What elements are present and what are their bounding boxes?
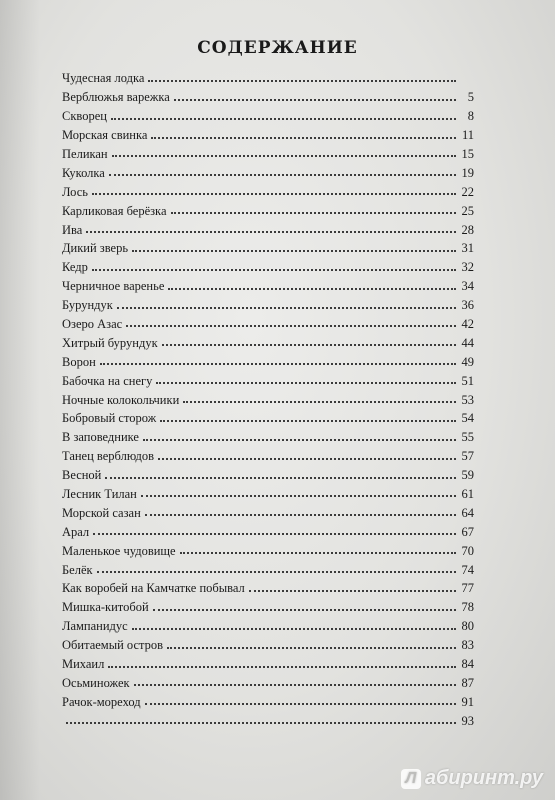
toc-entry: [62, 463, 474, 482]
toc-leader-dots: [112, 155, 456, 157]
toc-entry: [62, 538, 474, 557]
toc-entry-title: Осьминожек: [62, 675, 130, 690]
toc-entry-title: Черничное варенье: [62, 279, 165, 294]
toc-entry-title: Бурундук: [62, 298, 113, 313]
toc-entry-page: 67: [461, 524, 474, 539]
toc-leader-dots: [249, 590, 456, 592]
toc-entry-page: 31: [461, 241, 474, 256]
toc-entry-page: 54: [461, 411, 474, 426]
toc-leader-dots: [134, 684, 456, 686]
toc-entry-page: 15: [461, 146, 474, 161]
toc-entry-page: 77: [461, 581, 474, 596]
toc-leader-dots: [92, 269, 456, 271]
table-of-contents: [62, 66, 474, 727]
toc-leader-dots: [156, 382, 456, 384]
toc-entry-title: Как воробей на Камчатке побывал: [62, 581, 245, 596]
toc-entry-page: 61: [461, 486, 474, 501]
toc-entry-page: 32: [461, 260, 474, 275]
watermark: [401, 767, 543, 790]
toc-entry: [62, 576, 474, 595]
toc-entry-title: Бабочка на снегу: [62, 373, 153, 388]
toc-entry: [62, 595, 474, 614]
toc-leader-dots: [141, 495, 456, 497]
toc-entry-page: 42: [461, 316, 474, 331]
toc-entry-page: 59: [461, 468, 474, 483]
toc-entry: [62, 444, 474, 463]
toc-entry: [62, 387, 474, 406]
toc-entry-title: Скворец: [62, 109, 107, 124]
toc-leader-dots: [111, 118, 456, 120]
toc-entry: [62, 425, 474, 444]
toc-leader-dots: [109, 174, 456, 176]
toc-entry: [62, 142, 474, 161]
toc-entry: [62, 500, 474, 519]
toc-entry: [62, 198, 474, 217]
toc-leader-dots: [160, 420, 456, 422]
toc-entry-page: 84: [461, 657, 474, 671]
toc-entry: [62, 160, 474, 179]
toc-leader-dots: [66, 722, 456, 724]
toc-entry-title: Танец верблюдов: [62, 449, 155, 464]
toc-entry-title: Хитрый бурундук: [62, 335, 158, 350]
toc-entry-title: Верблюжья варежка: [62, 90, 170, 105]
toc-entry-page: 11: [461, 128, 474, 143]
toc-leader-dots: [162, 344, 456, 346]
toc-entry-title: Дикий зверь: [62, 241, 129, 256]
toc-leader-dots: [145, 514, 456, 516]
toc-entry: [62, 217, 474, 236]
toc-entry-title: Мишка-китобой: [62, 600, 149, 615]
toc-entry-page: 25: [461, 203, 474, 218]
toc-leader-dots: [143, 439, 456, 441]
toc-entry: [62, 123, 474, 142]
toc-entry-title: В заповеднике: [62, 430, 139, 445]
toc-leader-dots: [171, 212, 457, 214]
toc-entry: [62, 255, 474, 274]
toc-entry-title: Рачок-мореход: [62, 694, 141, 709]
toc-entry: [62, 708, 474, 727]
toc-entry-page: 19: [461, 165, 474, 180]
toc-leader-dots: [86, 231, 456, 233]
toc-entry-page: 57: [461, 449, 474, 464]
toc-leader-dots: [100, 363, 456, 365]
toc-entry-title: Ворон: [62, 354, 96, 369]
toc-entry: [62, 406, 474, 425]
toc-entry: [62, 519, 474, 538]
toc-entry: [62, 104, 474, 123]
toc-leader-dots: [153, 609, 456, 611]
toc-entry-title: Озеро Азас: [62, 316, 123, 331]
toc-leader-dots: [108, 666, 456, 668]
toc-leader-dots: [158, 458, 456, 460]
toc-entry: [62, 330, 474, 349]
page-title: СОДЕРЖАНИЕ: [197, 38, 358, 58]
toc-entry-title: Ночные колокольчики: [62, 392, 180, 407]
toc-entry: [62, 179, 474, 198]
toc-entry-title: Обитаемый остров: [62, 638, 164, 653]
toc-entry: [62, 66, 474, 85]
toc-entry-title: Лесник Тилан: [62, 486, 137, 501]
toc-entry-page: 49: [461, 354, 474, 369]
toc-entry-page: 8: [467, 109, 474, 124]
toc-entry-title: Морской сазан: [62, 505, 141, 520]
toc-entry: [62, 312, 474, 331]
toc-entry-page: 91: [461, 694, 474, 709]
toc-leader-dots: [126, 325, 456, 327]
toc-entry-title: Пеликан: [62, 146, 108, 161]
toc-entry-title: Куколка: [62, 165, 105, 180]
toc-leader-dots: [132, 250, 456, 252]
toc-entry-page: 80: [461, 619, 474, 634]
toc-leader-dots: [168, 288, 456, 290]
toc-entry-page: 64: [461, 505, 474, 520]
toc-entry: [62, 293, 474, 312]
toc-leader-dots: [174, 99, 456, 101]
toc-leader-dots: [105, 477, 456, 479]
watermark-text: абиринт.ру: [424, 767, 543, 789]
page-shadow: [0, 0, 40, 800]
toc-entry-title: Весной: [62, 468, 102, 483]
toc-entry: [62, 349, 474, 368]
toc-entry-page: 36: [461, 298, 474, 313]
toc-entry-page: 51: [461, 373, 474, 388]
toc-entry: [62, 671, 474, 690]
toc-entry-page: 22: [461, 184, 474, 199]
toc-entry-page: 83: [461, 638, 474, 653]
toc-leader-dots: [151, 137, 456, 139]
toc-leader-dots: [117, 307, 456, 309]
toc-entry-title: Арал: [62, 524, 90, 539]
toc-entry-page: 34: [461, 279, 474, 294]
toc-leader-dots: [167, 647, 456, 649]
toc-entry-page: 28: [461, 222, 474, 237]
toc-leader-dots: [180, 552, 456, 554]
toc-entry: [62, 652, 474, 671]
toc-entry-page: 87: [461, 675, 474, 690]
toc-entry: [62, 368, 474, 387]
toc-entry-title: Бобровый сторож: [62, 411, 157, 426]
toc-entry: [62, 274, 474, 293]
toc-leader-dots: [183, 401, 456, 403]
toc-entry: [62, 482, 474, 501]
toc-entry-page: 70: [461, 543, 474, 558]
toc-entry: [62, 689, 474, 708]
toc-entry-title: Морская свинка: [62, 128, 148, 143]
toc-entry-page: 74: [461, 562, 474, 577]
toc-entry: [62, 236, 474, 255]
toc-entry: [62, 633, 474, 652]
toc-leader-dots: [132, 628, 456, 630]
toc-entry-title: Ива: [62, 222, 83, 237]
toc-entry-page: 53: [461, 392, 474, 407]
toc-entry-title: Карликовая берёзка: [62, 203, 167, 218]
toc-leader-dots: [148, 80, 456, 82]
toc-entry-title: Лампанидус: [62, 619, 128, 634]
toc-entry-title: Кедр: [62, 260, 88, 275]
toc-entry-title: Лось: [62, 184, 88, 199]
toc-entry-page: 78: [461, 600, 474, 615]
toc-entry-page: 93: [461, 713, 474, 728]
toc-entry: [62, 557, 474, 576]
toc-entry-title: Чудесная лодка: [62, 71, 145, 86]
toc-entry-title: Маленькое чудовище: [62, 543, 176, 558]
toc-entry-title: Михаил: [62, 657, 105, 671]
toc-leader-dots: [93, 533, 456, 535]
toc-leader-dots: [145, 703, 456, 705]
toc-entry: [62, 614, 474, 633]
toc-entry-page: 44: [461, 335, 474, 350]
toc-leader-dots: [97, 571, 456, 573]
labirint-logo-icon: Л: [401, 769, 421, 789]
toc-entry-title: Белёк: [62, 562, 93, 577]
toc-entry-page: 5: [467, 90, 474, 105]
toc-leader-dots: [92, 193, 456, 195]
toc-entry-page: 55: [461, 430, 474, 445]
toc-entry: [62, 85, 474, 104]
